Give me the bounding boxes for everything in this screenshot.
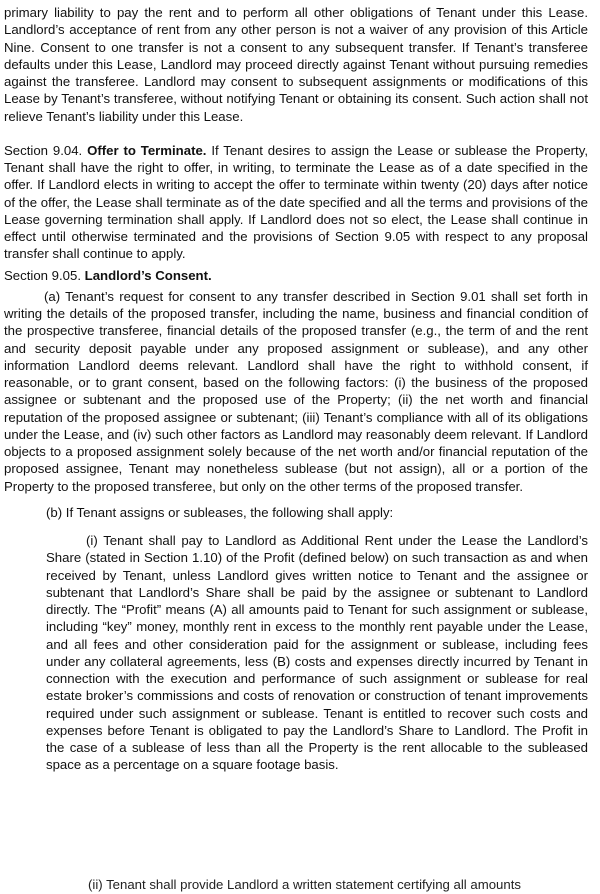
paragraph-b-i-block xyxy=(4,532,588,774)
paragraph-a: (a) Tenant’s request for consent to any transfer described in Section 9.01 shall set forth in writing the details of the proposed transfer, including the name, business and financial condition of the prospective transferee, financial details of the proposed transfer (e.g., the term of and the rent and security deposit payable under any proposed assignment or sublease), and any other information Landlord deems relevant. Landlord shall have the right to withhold consent, if reasonable, or to grant consent, based on the following factors: (i) the business of the proposed assignee or subtenant and the proposed use of the Property; (ii) the net worth and financial reputation of the proposed assignee or subtenant; (iii) Tenant’s compliance with all of its obligations under the Lease, and (iv) such other factors as Landlord may reasonably deem relevant. If Landlord objects to a proposed assignment solely because of the net worth and/or financial reputation of the proposed assignee, Tenant may nonetheless sublease (but not assign), all or a portion of the Property to the proposed transferee, but only on the other terms of the proposed transfer. xyxy=(4,288,588,494)
paragraph-b-ii: (ii) Tenant shall provide Landlord a written statement certifying all amounts xyxy=(88,877,521,892)
section-heading: Offer to Terminate. xyxy=(87,142,207,158)
section-9-04 xyxy=(4,142,588,263)
section-9-05-title xyxy=(4,267,588,284)
section-heading: Landlord’s Consent. xyxy=(84,267,212,283)
section-body: If Tenant desires to assign the Lease or sublease the Property, Tenant shall have the right to offer, in writing, to terminate the Lease as of a date specified in the offer. If Landlord elects in writing to accept the offer to terminate within twenty (20) days after notice of the offer, the Lease shall terminate as of the date specified and all the terms and provisions of the Lease governing termination shall apply. If Landlord does not so elect, the Lease shall continue in effect until otherwise terminated and the provisions of Section 9.05 with respect to any proposal transfer shall continue to apply. xyxy=(4,142,588,262)
paragraph-b-i: (i) Tenant shall pay to Landlord as Additional Rent under the Lease the Landlord’s Share (stated in Section 1.10) of the Profit (defined below) on such transaction as and when received by Tenant, unless Landlord gives written notice to Tenant and the assignee or subtenant that Landlord’s Share shall be paid by the assignee or subtenant to Landlord directly. The “Profit” means (A) all amounts paid to Tenant for such assignment or sublease, including “key” money, monthly rent in excess to the monthly rent payable under the Lease, and all fees and other consideration paid for the assignment or sublease, including fees under any collateral agreements, less (B) costs and expenses directly incurred by Tenant in connection with the execution and performance of such assignment or sublease for real estate broker’s commissions and costs of renovation or construction of tenant improvements required under such assignment or sublease. Tenant is entitled to recover such costs and expenses before Tenant is obligated to pay the Landlord’s Share to Landlord. The Profit in the case of a sublease of less than all the Property is the rent allocable to the subleased space as a percentage on a square footage basis. xyxy=(46,533,588,773)
paragraph-b: (b) If Tenant assigns or subleases, the following shall apply: xyxy=(46,504,394,520)
paragraph-continuation: primary liability to pay the rent and to perform all other obligations of Tenant under this Lease. Landlord’s acceptance of rent from any other person is not a waiver of any provision of this Article Nine. Consent to one transfer is not a consent to any subsequent transfer. If Tenant’s transferee defaults under this Lease, Landlord may proceed directly against Tenant without pursuing remedies against the transferee. Landlord may consent to subsequent assignments or modifications of this Lease by Tenant’s transferee, without notifying Tenant or obtaining its consent. Such action shall not relieve Tenant’s liability under this Lease. xyxy=(4,5,588,124)
paragraph-b-ii-cutoff xyxy=(88,874,548,894)
section-number: Section 9.04. xyxy=(4,142,83,158)
section-number: Section 9.05. xyxy=(4,267,81,283)
